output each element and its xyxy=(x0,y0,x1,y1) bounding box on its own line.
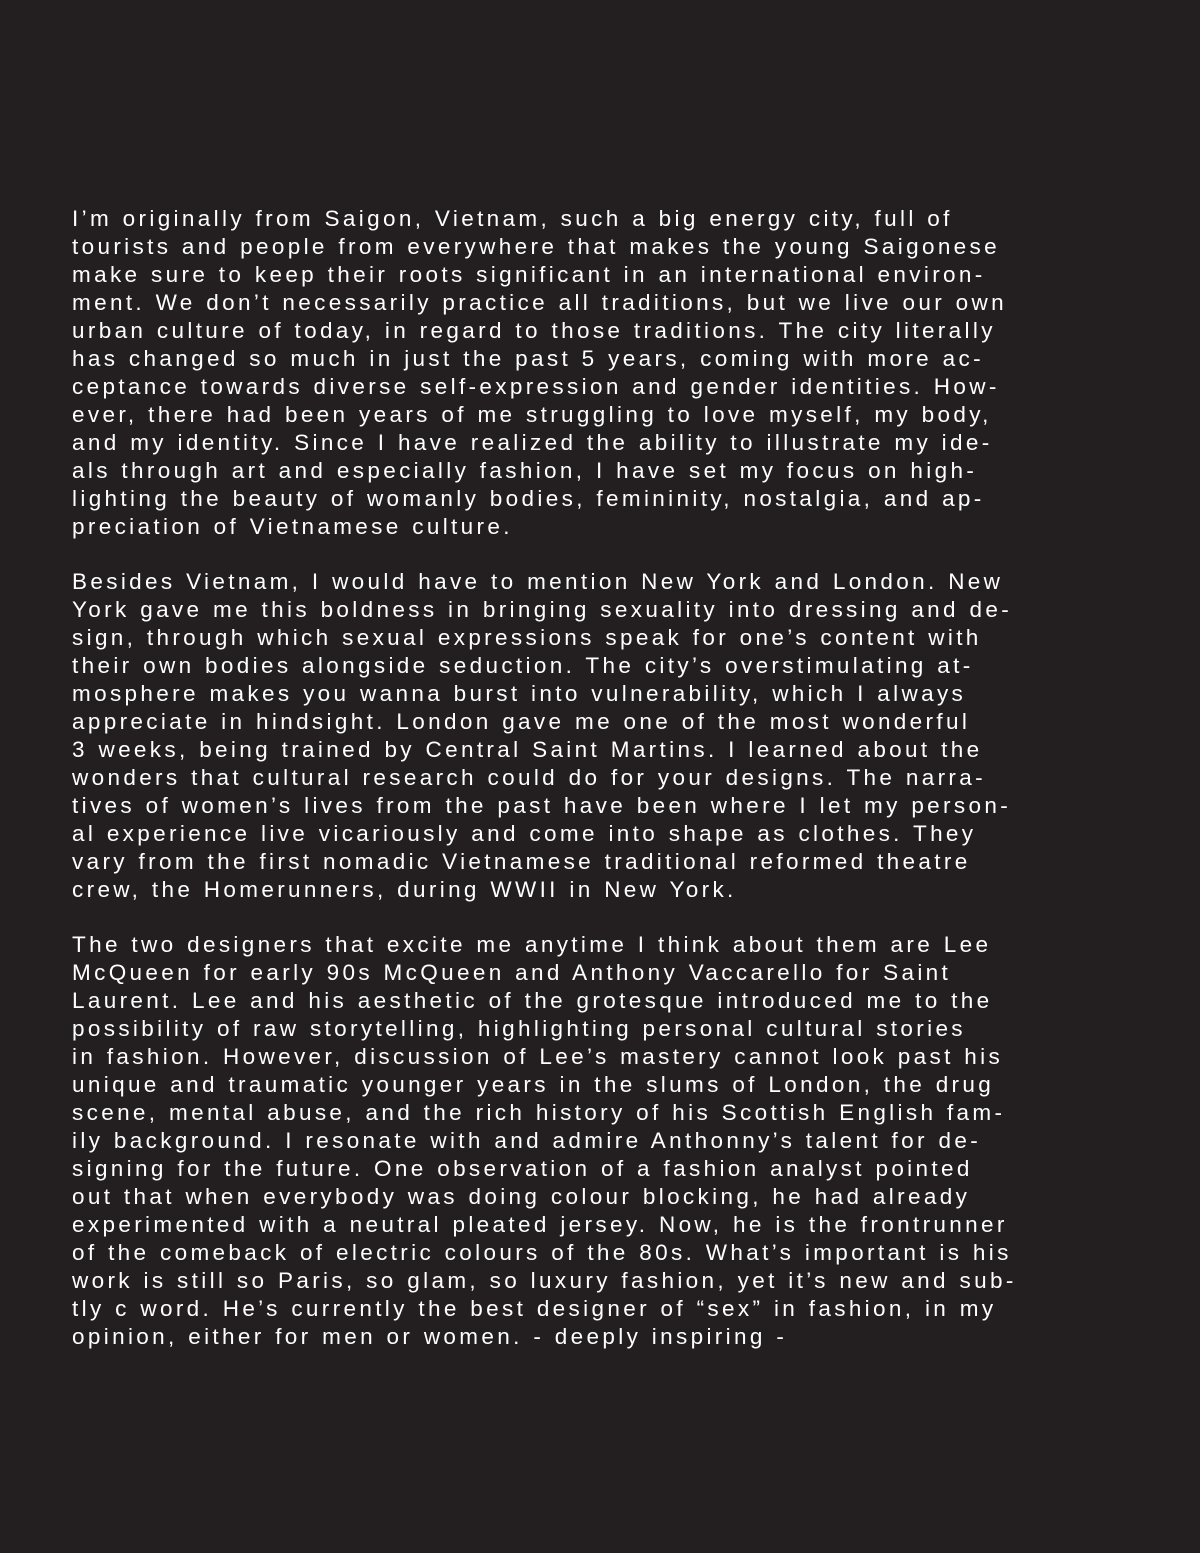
text-line: als through art and especially fashion, I have set my focus on high- xyxy=(72,458,978,483)
text-line: in fashion. However, discussion of Lee’s mastery cannot look past his xyxy=(72,1044,1004,1069)
text-line: York gave me this boldness in bringing sexuality into dressing and de- xyxy=(72,597,1013,622)
text-line: tives of women’s lives from the past have been where I let my person- xyxy=(72,793,1012,818)
text-line: lighting the beauty of womanly bodies, femininity, nostalgia, and ap- xyxy=(72,486,985,511)
text-line: crew, the Homerunners, during WWII in New York. xyxy=(72,877,737,902)
text-line: make sure to keep their roots significant in an international environ- xyxy=(72,262,986,287)
text-line: sign, through which sexual expressions speak for one’s content with xyxy=(72,625,982,650)
text-line: urban culture of today, in regard to those traditions. The city literally xyxy=(72,318,996,343)
text-line: al experience live vicariously and come into shape as clothes. They xyxy=(72,821,977,846)
text-line: their own bodies alongside seduction. The city’s overstimulating at- xyxy=(72,653,974,678)
text-line: McQueen for early 90s McQueen and Anthony Vaccarello for Saint xyxy=(72,960,952,985)
text-line: work is still so Paris, so glam, so luxury fashion, yet it’s new and sub- xyxy=(72,1268,1017,1293)
text-line: opinion, either for men or women. - deeply inspiring - xyxy=(72,1324,788,1349)
text-line: tly c word. He’s currently the best designer of “sex” in fashion, in my xyxy=(72,1296,997,1321)
text-line: possibility of raw storytelling, highlighting personal cultural stories xyxy=(72,1016,966,1041)
paragraph-new-york-london xyxy=(72,568,1142,904)
text-line: scene, mental abuse, and the rich history of his Scottish English fam- xyxy=(72,1100,1006,1125)
text-line: The two designers that excite me anytime I think about them are Lee xyxy=(72,932,992,957)
text-line: ceptance towards diverse self-expression and gender identities. How- xyxy=(72,374,1000,399)
text-line: tourists and people from everywhere that makes the young Saigonese xyxy=(72,234,1001,259)
article-body xyxy=(72,205,1142,1378)
text-line: unique and traumatic younger years in the slums of London, the drug xyxy=(72,1072,995,1097)
text-line: Besides Vietnam, I would have to mention New York and London. New xyxy=(72,569,1004,594)
text-line: Laurent. Lee and his aesthetic of the grotesque introduced me to the xyxy=(72,988,993,1013)
text-line: ily background. I resonate with and admire Anthonny’s talent for de- xyxy=(72,1128,982,1153)
text-line: vary from the first nomadic Vietnamese traditional reformed theatre xyxy=(72,849,971,874)
text-line: I’m originally from Saigon, Vietnam, such a big energy city, full of xyxy=(72,206,953,231)
text-line: preciation of Vietnamese culture. xyxy=(72,514,513,539)
text-line: of the comeback of electric colours of the 80s. What’s important is his xyxy=(72,1240,1012,1265)
text-line: out that when everybody was doing colour blocking, he had already xyxy=(72,1184,971,1209)
paragraph-designers xyxy=(72,931,1142,1351)
text-line: 3 weeks, being trained by Central Saint Martins. I learned about the xyxy=(72,737,983,762)
text-line: appreciate in hindsight. London gave me one of the most wonderful xyxy=(72,709,971,734)
text-line: experimented with a neutral pleated jersey. Now, he is the frontrunner xyxy=(72,1212,1008,1237)
text-line: has changed so much in just the past 5 years, coming with more ac- xyxy=(72,346,984,371)
text-line: mosphere makes you wanna burst into vulnerability, which I always xyxy=(72,681,967,706)
text-line: ment. We don’t necessarily practice all traditions, but we live our own xyxy=(72,290,1008,315)
text-line: wonders that cultural research could do for your designs. The narra- xyxy=(72,765,986,790)
paragraph-saigon xyxy=(72,205,1142,541)
text-line: and my identity. Since I have realized the ability to illustrate my ide- xyxy=(72,430,993,455)
text-line: signing for the future. One observation of a fashion analyst pointed xyxy=(72,1156,973,1181)
text-line: ever, there had been years of me struggling to love myself, my body, xyxy=(72,402,992,427)
